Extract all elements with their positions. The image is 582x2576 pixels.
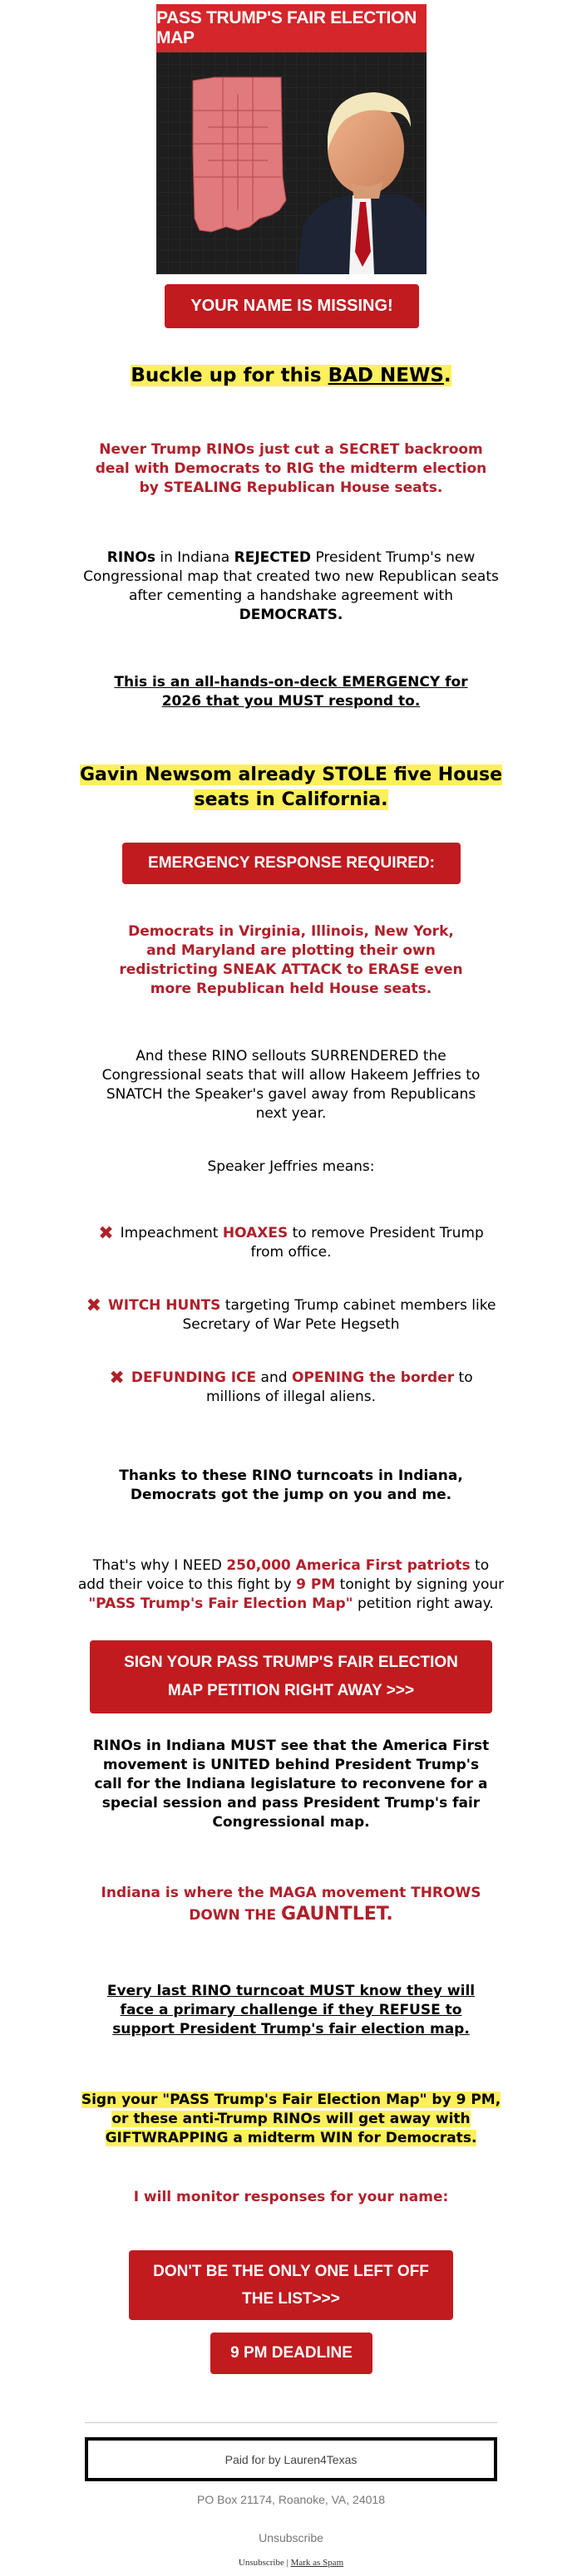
x-mark-icon: ✖ xyxy=(109,1368,125,1389)
hero-banner xyxy=(156,4,427,52)
rinos-rejected-paragraph: RINOs in Indiana REJECTED President Trump's new Congressional map that created two new Republican seats after cementing a handshake agreement with DEMOCRATS. xyxy=(83,549,499,623)
deadline-button[interactable]: 9 PM DEADLINE xyxy=(210,2333,372,2374)
newsom-paragraph: Gavin Newsom already STOLE five House seats in California. xyxy=(80,764,502,810)
turncoats-paragraph: Thanks to these RINO turncoats in Indiana, Democrats got the jump on you and me. xyxy=(119,1467,463,1503)
footer-separator: | xyxy=(286,2558,291,2568)
speaker-jeffries-text: Speaker Jeffries means: xyxy=(207,1158,375,1175)
gauntlet-paragraph: Indiana is where the MAGA movement THROWS DOWN THE GAUNTLET. xyxy=(101,1885,481,1925)
paid-for-text: Paid for by Lauren4Texas xyxy=(224,2452,358,2466)
sign-by-9pm-paragraph: Sign your "PASS Trump's Fair Election Map" by 9 PM, or these anti-Trump RINOs will get away with GIFTWRAPPING a midterm WIN for Democrats. xyxy=(81,2092,501,2146)
need-patriots-paragraph: That's why I NEED 250,000 America First patriots to add their voice to this fight by 9 PM tonight by signing your "PASS Trump's Fair Election Map" petition right away. xyxy=(77,1557,505,1612)
list-item-defunding: ✖ DEFUNDING ICE and OPENING the border to millions of illegal aliens. xyxy=(109,1368,473,1405)
secret-deal-paragraph: Never Trump RINOs just cut a SECRET backroom deal with Democrats to RIG the midterm election by STEALING Republican House seats. xyxy=(95,441,487,496)
list-item-impeachment: ✖ Impeachment HOAXES to remove President Trump from office. xyxy=(98,1223,484,1261)
rino-sellouts-paragraph: And these RINO sellouts SURRENDERED the Congressional seats that will allow Hakeem Jeffries to SNATCH the Speaker's gavel away from Republicans next year. xyxy=(101,1048,481,1122)
hero-banner-title: PASS TRUMP'S FAIR ELECTION MAP xyxy=(156,8,417,47)
x-mark-icon: ✖ xyxy=(98,1223,114,1244)
monitor-responses-text: I will monitor responses for your name: xyxy=(133,2189,449,2205)
buckle-up-heading: Buckle up for this BAD NEWS. xyxy=(131,365,451,386)
sign-petition-button[interactable]: SIGN YOUR PASS TRUMP'S FAIR ELECTION MAP PETITION RIGHT AWAY >>> xyxy=(90,1640,492,1713)
emergency-response-button[interactable]: EMERGENCY RESPONSE REQUIRED: xyxy=(122,843,461,884)
hero-artwork xyxy=(156,52,427,274)
name-missing-button[interactable]: YOUR NAME IS MISSING! xyxy=(165,284,419,328)
unsubscribe-link[interactable]: Unsubscribe xyxy=(259,2531,323,2544)
x-mark-icon: ✖ xyxy=(86,1295,102,1316)
america-first-united-paragraph: RINOs in Indiana MUST see that the America First movement is UNITED behind President Trump's call for the Indiana legislature to reconvene for a special session and pass President Trump's fair Congressional map. xyxy=(92,1738,490,1831)
footer-small-links xyxy=(0,2558,582,2568)
indiana-map-icon xyxy=(193,77,286,232)
unsubscribe-small-link[interactable]: Unsubscribe xyxy=(238,2558,284,2568)
states-plotting-paragraph: Democrats in Virginia, Illinois, New York, and Maryland are plotting their own redistricting SNEAK ATTACK to ERASE even more Republican held House seats. xyxy=(119,923,463,997)
footer-divider xyxy=(85,2422,497,2423)
paid-for-box xyxy=(85,2437,497,2481)
list-item-witch-hunts: ✖ WITCH HUNTS targeting Trump cabinet members like Secretary of War Pete Hegseth xyxy=(86,1295,496,1333)
hero-image xyxy=(156,4,427,274)
footer-address: PO Box 21174, Roanoke, VA, 24018 xyxy=(197,2493,385,2506)
mark-as-spam-link[interactable]: Mark as Spam xyxy=(290,2558,344,2568)
left-off-list-button[interactable]: DON'T BE THE ONLY ONE LEFT OFF THE LIST>>> xyxy=(129,2250,453,2320)
emergency-2026-paragraph: This is an all-hands-on-deck EMERGENCY for 2026 that you MUST respond to. xyxy=(114,674,468,710)
primary-challenge-paragraph: Every last RINO turncoat MUST know they will face a primary challenge if they REFUSE to support President Trump's fair election map. xyxy=(106,1983,476,2038)
